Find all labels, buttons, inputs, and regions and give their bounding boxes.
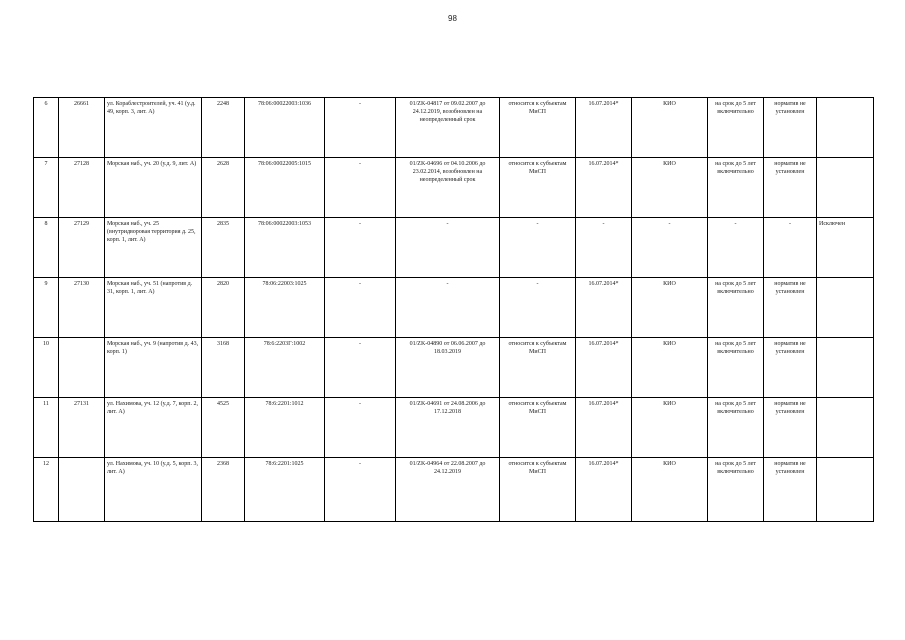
cell-term: на срок до 5 лет включительно <box>708 398 764 458</box>
cell-term: на срок до 5 лет включительно <box>708 278 764 338</box>
register-table <box>33 97 874 522</box>
cell-norm: норматив не установлен <box>764 458 817 522</box>
cell-date: 16.07.2014* <box>576 278 632 338</box>
table-row <box>34 458 874 522</box>
table-row <box>34 398 874 458</box>
cell-term: на срок до 5 лет включительно <box>708 98 764 158</box>
cell-status: относится к субъектам МиСП <box>500 158 576 218</box>
cell-cadastral: 78:6:2201:1025 <box>245 458 325 522</box>
cell-address: Морская наб., уч. 20 (у.д. 9, лит. А) <box>105 158 202 218</box>
cell-document: 01/ZK-04691 от 24.08.2006 до 17.12.2018 <box>396 398 500 458</box>
cell-note <box>817 98 874 158</box>
cell-area: 4525 <box>202 398 245 458</box>
cell-code: 27130 <box>59 278 105 338</box>
cell-owner: КИО <box>632 458 708 522</box>
cell-note <box>817 278 874 338</box>
cell-address: ул. Нахимова, уч. 12 (у.д. 7, корп. 2, лит. А) <box>105 398 202 458</box>
cell-norm: норматив не установлен <box>764 158 817 218</box>
cell-status: относится к субъектам МиСП <box>500 458 576 522</box>
cell-status: относится к субъектам МиСП <box>500 98 576 158</box>
cell-address: ул. Кораблестроителей, уч. 41 (у.д. 49, корп. 3, лит. А) <box>105 98 202 158</box>
cell-cadastral: 78:06:00022003:1053 <box>245 218 325 278</box>
cell-note <box>817 158 874 218</box>
cell-dash: - <box>325 398 396 458</box>
cell-owner: КИО <box>632 158 708 218</box>
cell-document: 01/ZK-04964 от 22.08.2007 до 24.12.2019 <box>396 458 500 522</box>
cell-code: 27131 <box>59 398 105 458</box>
cell-dash: - <box>325 98 396 158</box>
cell-number: 7 <box>34 158 59 218</box>
cell-date: 16.07.2014* <box>576 98 632 158</box>
cell-status: - <box>500 278 576 338</box>
cell-address: Морская наб., уч. 25 (внутридворовая территория д. 25, корп. 1, лит. А) <box>105 218 202 278</box>
cell-cadastral: 78:06:00022005:1015 <box>245 158 325 218</box>
cell-area: 3168 <box>202 338 245 398</box>
cell-term: - <box>708 218 764 278</box>
cell-document: - <box>396 218 500 278</box>
cell-owner: КИО <box>632 338 708 398</box>
cell-owner: - <box>632 218 708 278</box>
cell-area: 2368 <box>202 458 245 522</box>
cell-dash: - <box>325 458 396 522</box>
cell-number: 6 <box>34 98 59 158</box>
cell-document: 01/ZK-04696 от 04.10.2006 до 23.02.2014, возобновлен на неопределенный срок <box>396 158 500 218</box>
table-row <box>34 218 874 278</box>
register-table-body <box>34 98 874 522</box>
cell-number: 10 <box>34 338 59 398</box>
cell-cadastral: 78:06:00022003:1036 <box>245 98 325 158</box>
cell-note <box>817 458 874 522</box>
cell-document: 01/ZK-04890 от 06.06.2007 до 18.03.2019 <box>396 338 500 398</box>
cell-norm: норматив не установлен <box>764 338 817 398</box>
cell-area: 2820 <box>202 278 245 338</box>
cell-owner: КИО <box>632 98 708 158</box>
cell-number: 8 <box>34 218 59 278</box>
cell-address: Морская наб., уч. 51 (напротив д. 31, корп. 1, лит. А) <box>105 278 202 338</box>
cell-area: 2835 <box>202 218 245 278</box>
cell-dash: - <box>325 278 396 338</box>
cell-address: Морская наб., уч. 9 (напротив д. 43, корп. 1) <box>105 338 202 398</box>
cell-dash: - <box>325 158 396 218</box>
cell-cadastral: 78:6:2201:1012 <box>245 398 325 458</box>
cell-document: 01/ZK-04817 от 09.02.2007 до 24.12.2019, возобновлен на неопределенный срок <box>396 98 500 158</box>
cell-norm: норматив не установлен <box>764 98 817 158</box>
cell-norm: норматив не установлен <box>764 278 817 338</box>
cell-note: Исключен <box>817 218 874 278</box>
cell-date: 16.07.2014* <box>576 158 632 218</box>
cell-number: 12 <box>34 458 59 522</box>
cell-norm: норматив не установлен <box>764 398 817 458</box>
cell-address: ул. Нахимова, уч. 10 (у.д. 5, корп. 3, лит. А) <box>105 458 202 522</box>
cell-owner: КИО <box>632 398 708 458</box>
cell-term: на срок до 5 лет включительно <box>708 158 764 218</box>
cell-status: - <box>500 218 576 278</box>
table-row <box>34 158 874 218</box>
cell-area: 2628 <box>202 158 245 218</box>
cell-term: на срок до 5 лет включительно <box>708 458 764 522</box>
cell-cadastral: 78:06:22003:1025 <box>245 278 325 338</box>
cell-code: 26661 <box>59 98 105 158</box>
cell-number: 11 <box>34 398 59 458</box>
cell-code: 27129 <box>59 218 105 278</box>
page-number: 98 <box>448 14 457 23</box>
cell-note <box>817 338 874 398</box>
cell-date: 16.07.2014* <box>576 458 632 522</box>
cell-date: - <box>576 218 632 278</box>
cell-status: относится к субъектам МиСП <box>500 398 576 458</box>
table-row <box>34 338 874 398</box>
cell-code <box>59 338 105 398</box>
cell-cadastral: 78:6:2203Г:1002 <box>245 338 325 398</box>
cell-note <box>817 398 874 458</box>
cell-owner: КИО <box>632 278 708 338</box>
table-row <box>34 98 874 158</box>
cell-date: 16.07.2014* <box>576 338 632 398</box>
cell-norm: - <box>764 218 817 278</box>
cell-code: 27128 <box>59 158 105 218</box>
cell-document: - <box>396 278 500 338</box>
cell-area: 2248 <box>202 98 245 158</box>
cell-dash: - <box>325 218 396 278</box>
cell-date: 16.07.2014* <box>576 398 632 458</box>
table-row <box>34 278 874 338</box>
cell-status: относится к субъектам МиСП <box>500 338 576 398</box>
cell-number: 9 <box>34 278 59 338</box>
cell-term: на срок до 5 лет включительно <box>708 338 764 398</box>
cell-code <box>59 458 105 522</box>
cell-dash: - <box>325 338 396 398</box>
